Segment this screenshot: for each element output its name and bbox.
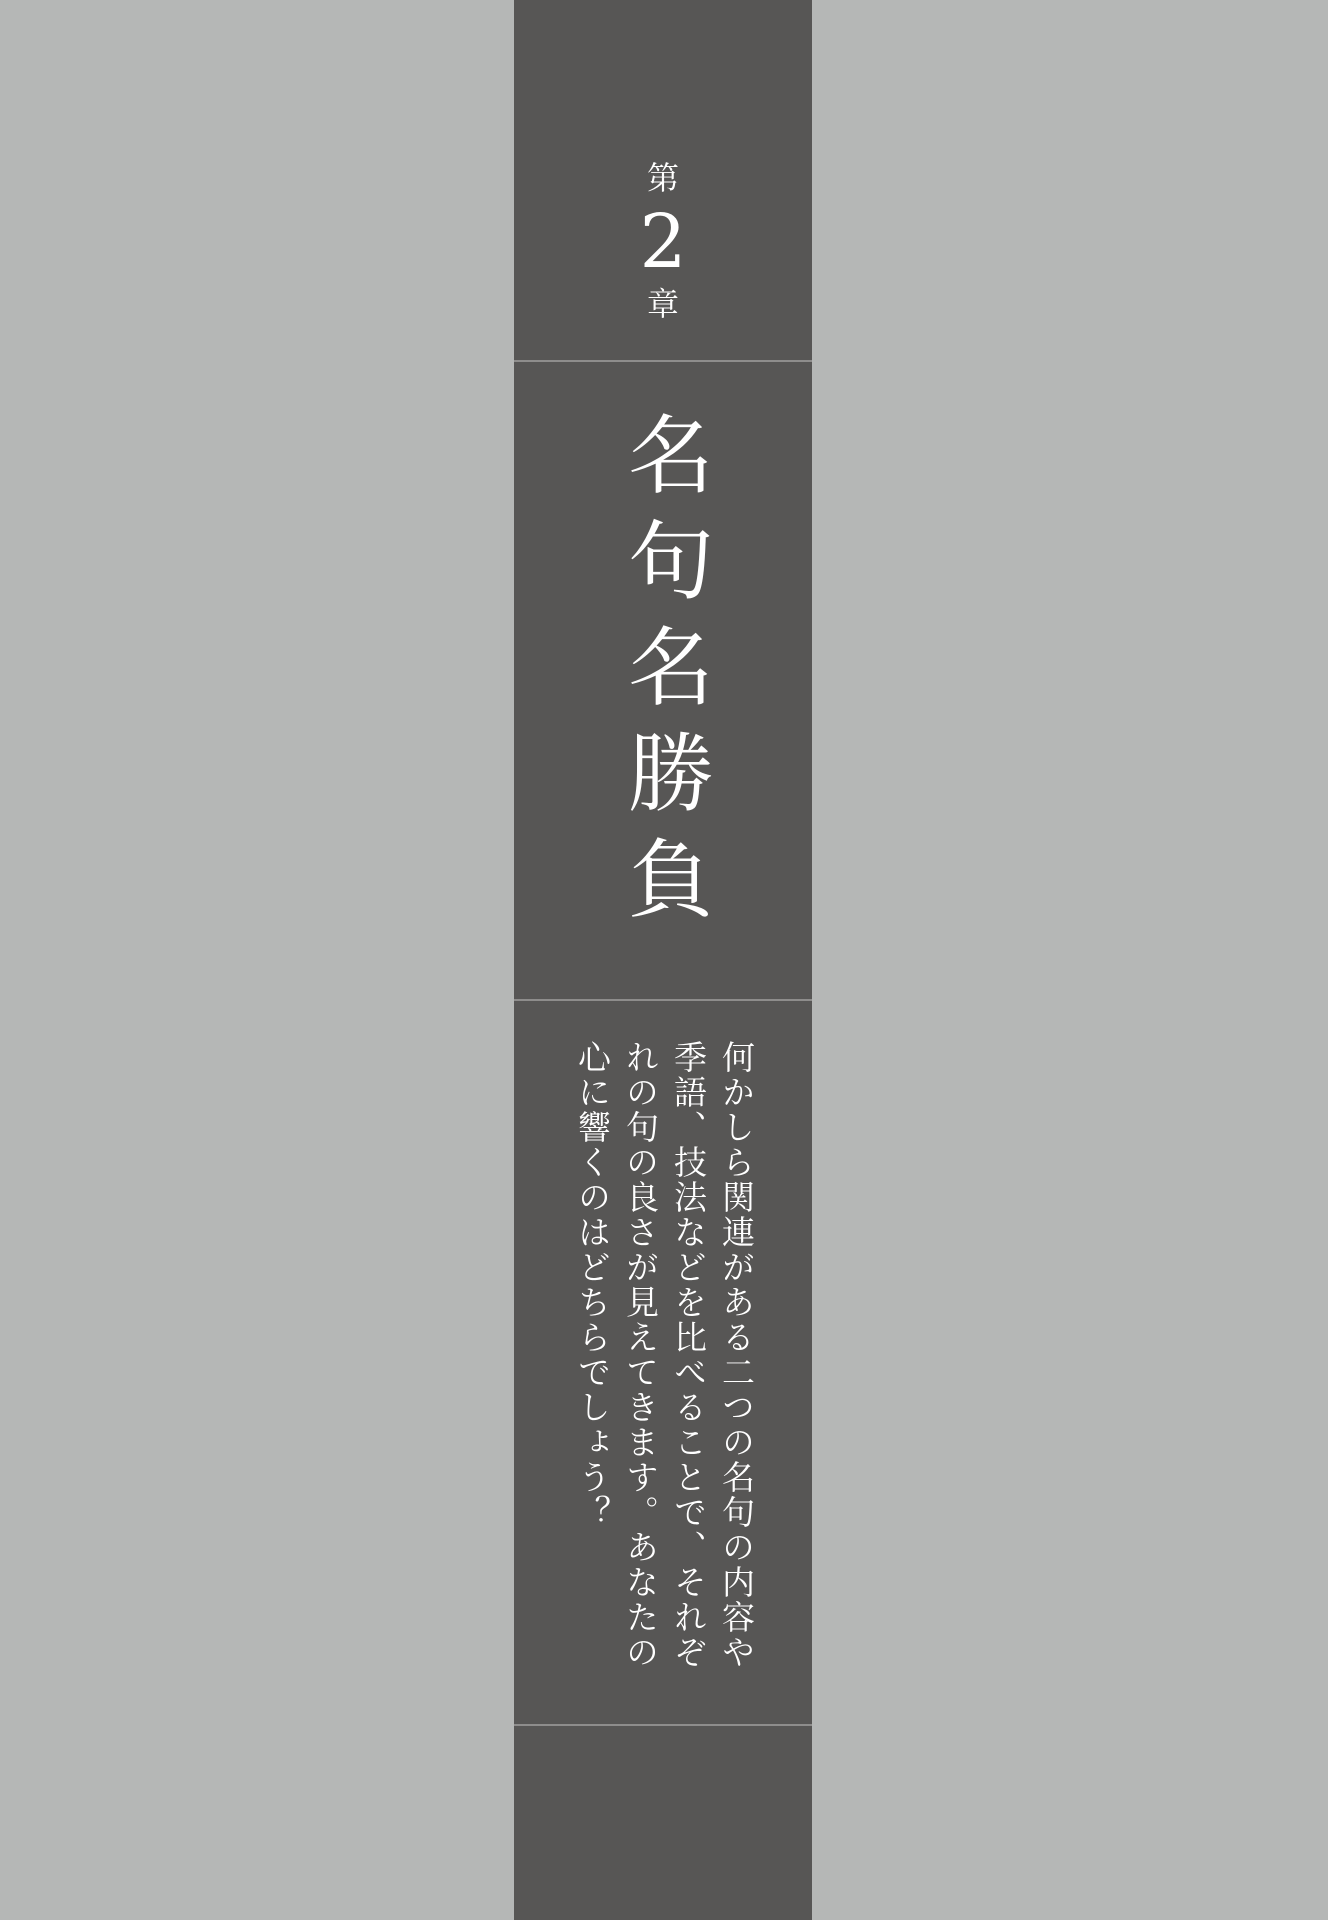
chapter-prefix: 第 [646, 159, 679, 197]
chapter-suffix: 章 [646, 285, 679, 323]
chapter-band [514, 0, 812, 1920]
chapter-number: 2 [639, 199, 687, 285]
chapter-title-block [514, 410, 812, 940]
divider-top [514, 360, 812, 362]
chapter-description-block [552, 1040, 776, 1700]
divider-middle [514, 999, 812, 1001]
divider-bottom [514, 1724, 812, 1726]
chapter-title: 名句名勝負 [613, 410, 713, 940]
chapter-description: 何かしら関連がある二つの名句の内容や季語、技法などを比べることで、それぞれの句の良さが見えてきます。あなたの心に響くのはどちらでしょう？ [573, 1040, 756, 1670]
chapter-heading [514, 160, 812, 322]
